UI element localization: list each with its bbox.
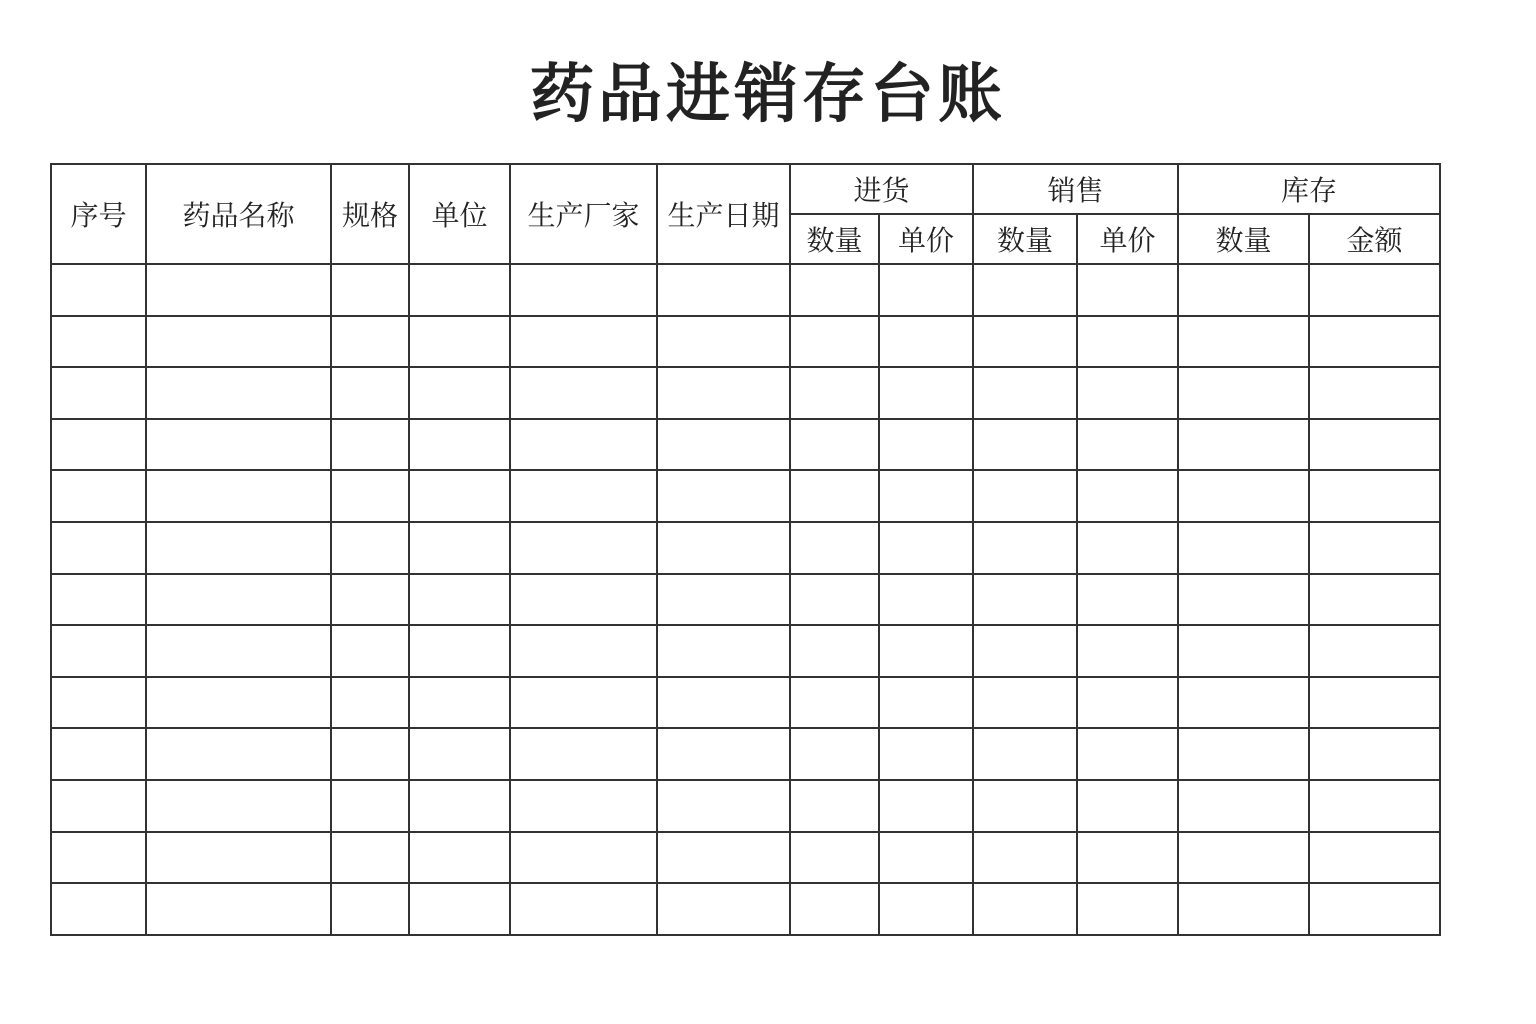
table-row — [51, 625, 1440, 677]
header-sales: 销售 — [973, 164, 1178, 214]
table-row — [51, 470, 1440, 522]
header-sales-quantity: 数量 — [973, 214, 1077, 264]
header-spec: 规格 — [331, 164, 409, 264]
table-cell[interactable] — [657, 264, 790, 316]
table-cell[interactable] — [973, 832, 1077, 884]
table-cell[interactable] — [51, 470, 146, 522]
table-cell[interactable] — [1178, 625, 1309, 677]
table-cell[interactable] — [973, 625, 1077, 677]
header-inventory-quantity: 数量 — [1178, 214, 1309, 264]
table-cell[interactable] — [409, 419, 510, 471]
table-cell[interactable] — [510, 574, 657, 626]
table-cell[interactable] — [510, 883, 657, 935]
header-drug-name: 药品名称 — [146, 164, 331, 264]
header-purchase: 进货 — [790, 164, 973, 214]
table-cell[interactable] — [657, 316, 790, 368]
table-cell[interactable] — [1309, 419, 1440, 471]
table-cell[interactable] — [51, 316, 146, 368]
table-cell[interactable] — [409, 264, 510, 316]
table-cell[interactable] — [1077, 832, 1178, 884]
table-cell[interactable] — [51, 780, 146, 832]
table-cell[interactable] — [657, 780, 790, 832]
table-cell[interactable] — [790, 574, 879, 626]
table-cell[interactable] — [510, 677, 657, 729]
table-cell[interactable] — [1077, 316, 1178, 368]
table-cell[interactable] — [879, 832, 973, 884]
table-cell[interactable] — [1309, 883, 1440, 935]
table-cell[interactable] — [657, 883, 790, 935]
table-cell[interactable] — [973, 728, 1077, 780]
table-cell[interactable] — [1309, 677, 1440, 729]
table-cell[interactable] — [409, 625, 510, 677]
table-cell[interactable] — [1309, 470, 1440, 522]
table-row — [51, 264, 1440, 316]
table-cell[interactable] — [879, 728, 973, 780]
table-cell[interactable] — [973, 574, 1077, 626]
table-cell[interactable] — [1309, 574, 1440, 626]
table-cell[interactable] — [146, 883, 331, 935]
table-cell[interactable] — [1077, 470, 1178, 522]
table-cell[interactable] — [510, 367, 657, 419]
table-cell[interactable] — [331, 264, 409, 316]
page-title: 药品进销存台账 — [530, 58, 1006, 132]
table-cell[interactable] — [657, 625, 790, 677]
table-cell[interactable] — [657, 522, 790, 574]
header-inventory: 库存 — [1178, 164, 1440, 214]
table-cell[interactable] — [146, 419, 331, 471]
table-cell[interactable] — [879, 677, 973, 729]
table-cell[interactable] — [1077, 522, 1178, 574]
table-cell[interactable] — [510, 728, 657, 780]
table-cell[interactable] — [331, 832, 409, 884]
table-row — [51, 728, 1440, 780]
table-cell[interactable] — [1178, 832, 1309, 884]
table-cell[interactable] — [510, 264, 657, 316]
table-cell[interactable] — [1077, 625, 1178, 677]
table-cell[interactable] — [51, 625, 146, 677]
table-cell[interactable] — [1178, 470, 1309, 522]
table-header — [51, 164, 1440, 264]
table-cell[interactable] — [146, 264, 331, 316]
table-cell[interactable] — [1309, 522, 1440, 574]
table-cell[interactable] — [1309, 264, 1440, 316]
table-row — [51, 419, 1440, 471]
table-cell[interactable] — [657, 832, 790, 884]
table-cell[interactable] — [146, 728, 331, 780]
table-row — [51, 367, 1440, 419]
table-cell[interactable] — [790, 728, 879, 780]
table-cell[interactable] — [331, 677, 409, 729]
table-cell[interactable] — [409, 883, 510, 935]
table-cell[interactable] — [1077, 677, 1178, 729]
table-cell[interactable] — [879, 883, 973, 935]
table-cell[interactable] — [790, 367, 879, 419]
table-row — [51, 883, 1440, 935]
header-unit: 单位 — [409, 164, 510, 264]
table-cell[interactable] — [1309, 832, 1440, 884]
table-cell[interactable] — [1077, 728, 1178, 780]
table-body — [51, 264, 1440, 935]
table-row — [51, 316, 1440, 368]
table-cell[interactable] — [51, 883, 146, 935]
table-cell[interactable] — [1178, 522, 1309, 574]
table-cell[interactable] — [973, 883, 1077, 935]
table-cell[interactable] — [510, 625, 657, 677]
table-cell[interactable] — [1077, 883, 1178, 935]
table-cell[interactable] — [657, 470, 790, 522]
table-cell[interactable] — [657, 728, 790, 780]
table-cell[interactable] — [146, 522, 331, 574]
ledger-table — [50, 163, 1441, 936]
header-purchase-quantity: 数量 — [790, 214, 879, 264]
table-cell[interactable] — [146, 316, 331, 368]
table-cell[interactable] — [331, 367, 409, 419]
table-cell[interactable] — [790, 832, 879, 884]
table-cell[interactable] — [973, 264, 1077, 316]
table-cell[interactable] — [51, 367, 146, 419]
table-cell[interactable] — [409, 780, 510, 832]
table-cell[interactable] — [1178, 367, 1309, 419]
table-cell[interactable] — [879, 264, 973, 316]
table-cell[interactable] — [1077, 367, 1178, 419]
table-cell[interactable] — [1077, 574, 1178, 626]
table-cell[interactable] — [331, 728, 409, 780]
header-index: 序号 — [51, 164, 146, 264]
table-cell[interactable] — [331, 316, 409, 368]
table-cell[interactable] — [409, 728, 510, 780]
table-cell[interactable] — [146, 574, 331, 626]
table-cell[interactable] — [146, 625, 331, 677]
table-cell[interactable] — [879, 522, 973, 574]
table-cell[interactable] — [51, 419, 146, 471]
table-cell[interactable] — [973, 316, 1077, 368]
table-cell[interactable] — [790, 522, 879, 574]
table-cell[interactable] — [331, 883, 409, 935]
table-cell[interactable] — [1077, 419, 1178, 471]
table-cell[interactable] — [879, 316, 973, 368]
table-cell[interactable] — [790, 264, 879, 316]
table-cell[interactable] — [1178, 574, 1309, 626]
table-cell[interactable] — [510, 522, 657, 574]
table-cell[interactable] — [409, 832, 510, 884]
table-cell[interactable] — [51, 728, 146, 780]
header-production-date: 生产日期 — [657, 164, 790, 264]
table-cell[interactable] — [1178, 883, 1309, 935]
header-inventory-amount: 金额 — [1309, 214, 1440, 264]
table-cell[interactable] — [409, 522, 510, 574]
table-cell[interactable] — [331, 470, 409, 522]
table-cell[interactable] — [879, 780, 973, 832]
table-cell[interactable] — [790, 316, 879, 368]
table-cell[interactable] — [146, 780, 331, 832]
table-row — [51, 574, 1440, 626]
table-cell[interactable] — [1077, 264, 1178, 316]
table-cell[interactable] — [1178, 728, 1309, 780]
table-cell[interactable] — [657, 367, 790, 419]
table-cell[interactable] — [879, 625, 973, 677]
header-purchase-unit-price: 单价 — [879, 214, 973, 264]
table-cell[interactable] — [1178, 264, 1309, 316]
table-cell[interactable] — [1077, 780, 1178, 832]
table-cell[interactable] — [146, 470, 331, 522]
table-cell[interactable] — [409, 574, 510, 626]
table-row — [51, 677, 1440, 729]
table-cell[interactable] — [973, 419, 1077, 471]
table-cell[interactable] — [1178, 316, 1309, 368]
table-cell[interactable] — [790, 780, 879, 832]
table-cell[interactable] — [409, 367, 510, 419]
table-cell[interactable] — [510, 832, 657, 884]
table-cell[interactable] — [510, 780, 657, 832]
table-cell[interactable] — [1309, 625, 1440, 677]
table-cell[interactable] — [51, 264, 146, 316]
table-cell[interactable] — [973, 522, 1077, 574]
table-cell[interactable] — [409, 470, 510, 522]
table-row — [51, 780, 1440, 832]
table-cell[interactable] — [510, 316, 657, 368]
table-cell[interactable] — [1309, 316, 1440, 368]
table-cell[interactable] — [1309, 367, 1440, 419]
table-cell[interactable] — [790, 883, 879, 935]
table-cell[interactable] — [331, 625, 409, 677]
table-cell[interactable] — [973, 677, 1077, 729]
table-cell[interactable] — [973, 780, 1077, 832]
table-cell[interactable] — [657, 677, 790, 729]
table-cell[interactable] — [51, 677, 146, 729]
table-cell[interactable] — [51, 574, 146, 626]
table-row — [51, 522, 1440, 574]
table-cell[interactable] — [146, 677, 331, 729]
table-cell[interactable] — [790, 677, 879, 729]
table-cell[interactable] — [879, 367, 973, 419]
table-cell[interactable] — [331, 419, 409, 471]
table-cell[interactable] — [1178, 419, 1309, 471]
table-cell[interactable] — [1178, 780, 1309, 832]
table-cell[interactable] — [409, 316, 510, 368]
table-cell[interactable] — [879, 419, 973, 471]
header-manufacturer: 生产厂家 — [510, 164, 657, 264]
table-cell[interactable] — [146, 832, 331, 884]
table-cell[interactable] — [331, 574, 409, 626]
table-cell[interactable] — [331, 780, 409, 832]
table-cell[interactable] — [790, 419, 879, 471]
header-sales-unit-price: 单价 — [1077, 214, 1178, 264]
table-cell[interactable] — [51, 522, 146, 574]
table-cell[interactable] — [879, 574, 973, 626]
table-cell[interactable] — [51, 832, 146, 884]
table-cell[interactable] — [409, 677, 510, 729]
table-cell[interactable] — [331, 522, 409, 574]
table-cell[interactable] — [973, 367, 1077, 419]
table-cell[interactable] — [973, 470, 1077, 522]
table-cell[interactable] — [1309, 728, 1440, 780]
table-cell[interactable] — [146, 367, 331, 419]
table-cell[interactable] — [790, 470, 879, 522]
header-row-1 — [51, 164, 1440, 214]
table-cell[interactable] — [1309, 780, 1440, 832]
table-cell[interactable] — [879, 470, 973, 522]
table-row — [51, 832, 1440, 884]
table-cell[interactable] — [1178, 677, 1309, 729]
table-cell[interactable] — [510, 419, 657, 471]
table-cell[interactable] — [657, 574, 790, 626]
table-cell[interactable] — [790, 625, 879, 677]
table-cell[interactable] — [510, 470, 657, 522]
table-cell[interactable] — [657, 419, 790, 471]
